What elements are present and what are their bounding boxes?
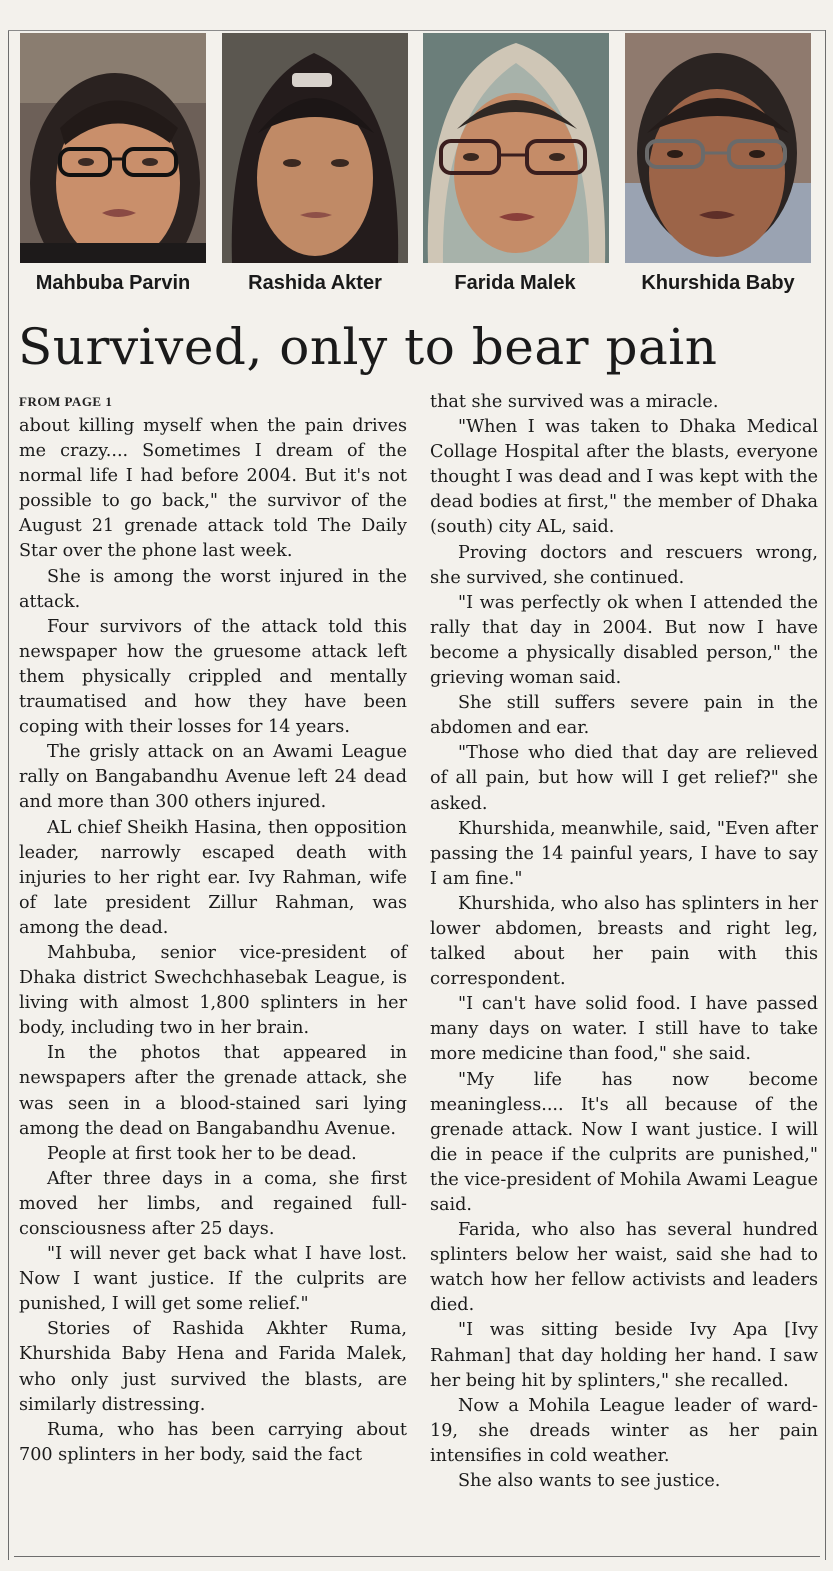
paragraph: Mahbuba, senior vice-president of Dhaka district Swechchhasebak League, is living with almost 1,800 splinters in her body, including two in her brain. xyxy=(19,942,407,1039)
caption-mahbuba-parvin: Mahbuba Parvin xyxy=(35,272,191,294)
photo-strip xyxy=(20,33,812,263)
caption-rashida-akter: Rashida Akter xyxy=(248,272,382,294)
paragraph: Farida, who also has several hundred splinters below her waist, said she had to watch how her fellow activists and leaders died. xyxy=(430,1220,818,1316)
paragraph: Four survivors of the attack told this newspaper how the gruesome attack left them physically crippled and mentally traumatised and how they have been coping with their losses for 14 years. xyxy=(19,616,407,738)
paragraph: "I was perfectly ok when I attended the rally that day in 2004. But now I have become a physically disabled person," the grieving woman said. xyxy=(430,592,818,689)
portrait-1 xyxy=(20,33,206,263)
paragraph: that she survived was a miracle. xyxy=(430,392,719,412)
paragraph: People at first took her to be dead. xyxy=(47,1143,357,1164)
paragraph: about killing myself when the pain drives me crazy.... Sometimes I dream of the normal life I had before 2004. But it's not possible to go back," the survivor of the August 21 grenade attack told The Daily Star over the phone last week. xyxy=(19,416,407,562)
caption-khurshida-baby: Khurshida Baby xyxy=(641,272,795,294)
kicker: FROM PAGE 1 xyxy=(19,394,113,409)
bottom-rule xyxy=(14,1556,820,1557)
paragraph: In the photos that appeared in newspapers after the grenade attack, she was seen in a blood-stained sari lying among the dead on Bangabandhu Avenue. xyxy=(19,1043,407,1139)
paragraph: After three days in a coma, she first moved her limbs, and regained full-consciousness after 25 days. xyxy=(19,1168,407,1239)
paragraph: She still suffers severe pain in the abdomen and ear. xyxy=(430,693,818,739)
paragraph: "When I was taken to Dhaka Medical Collage Hospital after the blasts, everyone thought I was dead and I was kept with the dead bodies at first," the member of Dhaka (south) city AL, said. xyxy=(430,417,818,538)
portrait-2 xyxy=(222,33,408,263)
paragraph: She is among the worst injured in the attack. xyxy=(19,566,407,612)
column-left xyxy=(19,390,407,1468)
paragraph: She also wants to see justice. xyxy=(458,1471,721,1492)
paragraph: "I will never get back what I have lost. Now I want justice. If the culprits are punished, I will get some relief." xyxy=(19,1244,407,1315)
paragraph: "My life has now become meaningless.... It's all because of the grenade attack. Now I want justice. I will die in peace if the culprits are punished," the vice-president of Mohila Awami League said. xyxy=(430,1069,818,1215)
photo-rashida-akter xyxy=(222,33,408,263)
paragraph: Ruma, who has been carrying about 700 splinters in her body, said the fact xyxy=(19,1419,407,1465)
paragraph: "I was sitting beside Ivy Apa [Ivy Rahman] that day holding her hand. I saw her being hit by splinters," she recalled. xyxy=(430,1320,818,1391)
paragraph: Proving doctors and rescuers wrong, she survived, she continued. xyxy=(430,542,818,588)
caption-farida-malek: Farida Malek xyxy=(454,272,576,294)
paragraph: Khurshida, meanwhile, said, "Even after passing the 14 painful years, I have to say I am fine." xyxy=(430,818,818,889)
paragraph: "I can't have solid food. I have passed many days on water. I still have to take more medicine than food," she said. xyxy=(430,994,818,1065)
photo-khurshida-baby xyxy=(625,33,811,263)
photo-mahbuba-parvin xyxy=(20,33,206,263)
top-rule xyxy=(8,30,825,31)
paragraph: The grisly attack on an Awami League rally on Bangabandhu Avenue left 24 dead and more than 300 others injured. xyxy=(19,742,407,813)
photo-farida-malek xyxy=(423,33,609,263)
paragraph: AL chief Sheikh Hasina, then opposition leader, narrowly escaped death with injuries to her right ear. Ivy Rahman, wife of late president Zillur Rahman, was among the dead. xyxy=(19,817,407,938)
column-right xyxy=(430,390,818,1494)
paragraph: "Those who died that day are relieved of all pain, but how will I get relief?" she asked. xyxy=(430,743,818,814)
paragraph: Khurshida, who also has splinters in her lower abdomen, breasts and right leg, talked about her pain with this correspondent. xyxy=(430,893,818,990)
paragraph: Now a Mohila League leader of ward-19, she dreads winter as her pain intensifies in cold weather. xyxy=(430,1395,818,1466)
portrait-4 xyxy=(625,33,811,263)
headline: Survived, only to bear pain xyxy=(18,318,718,376)
portrait-3 xyxy=(423,33,609,263)
paragraph: Stories of Rashida Akhter Ruma, Khurshida Baby Hena and Farida Malek, who only just survived the blasts, are similarly distressing. xyxy=(19,1319,407,1415)
